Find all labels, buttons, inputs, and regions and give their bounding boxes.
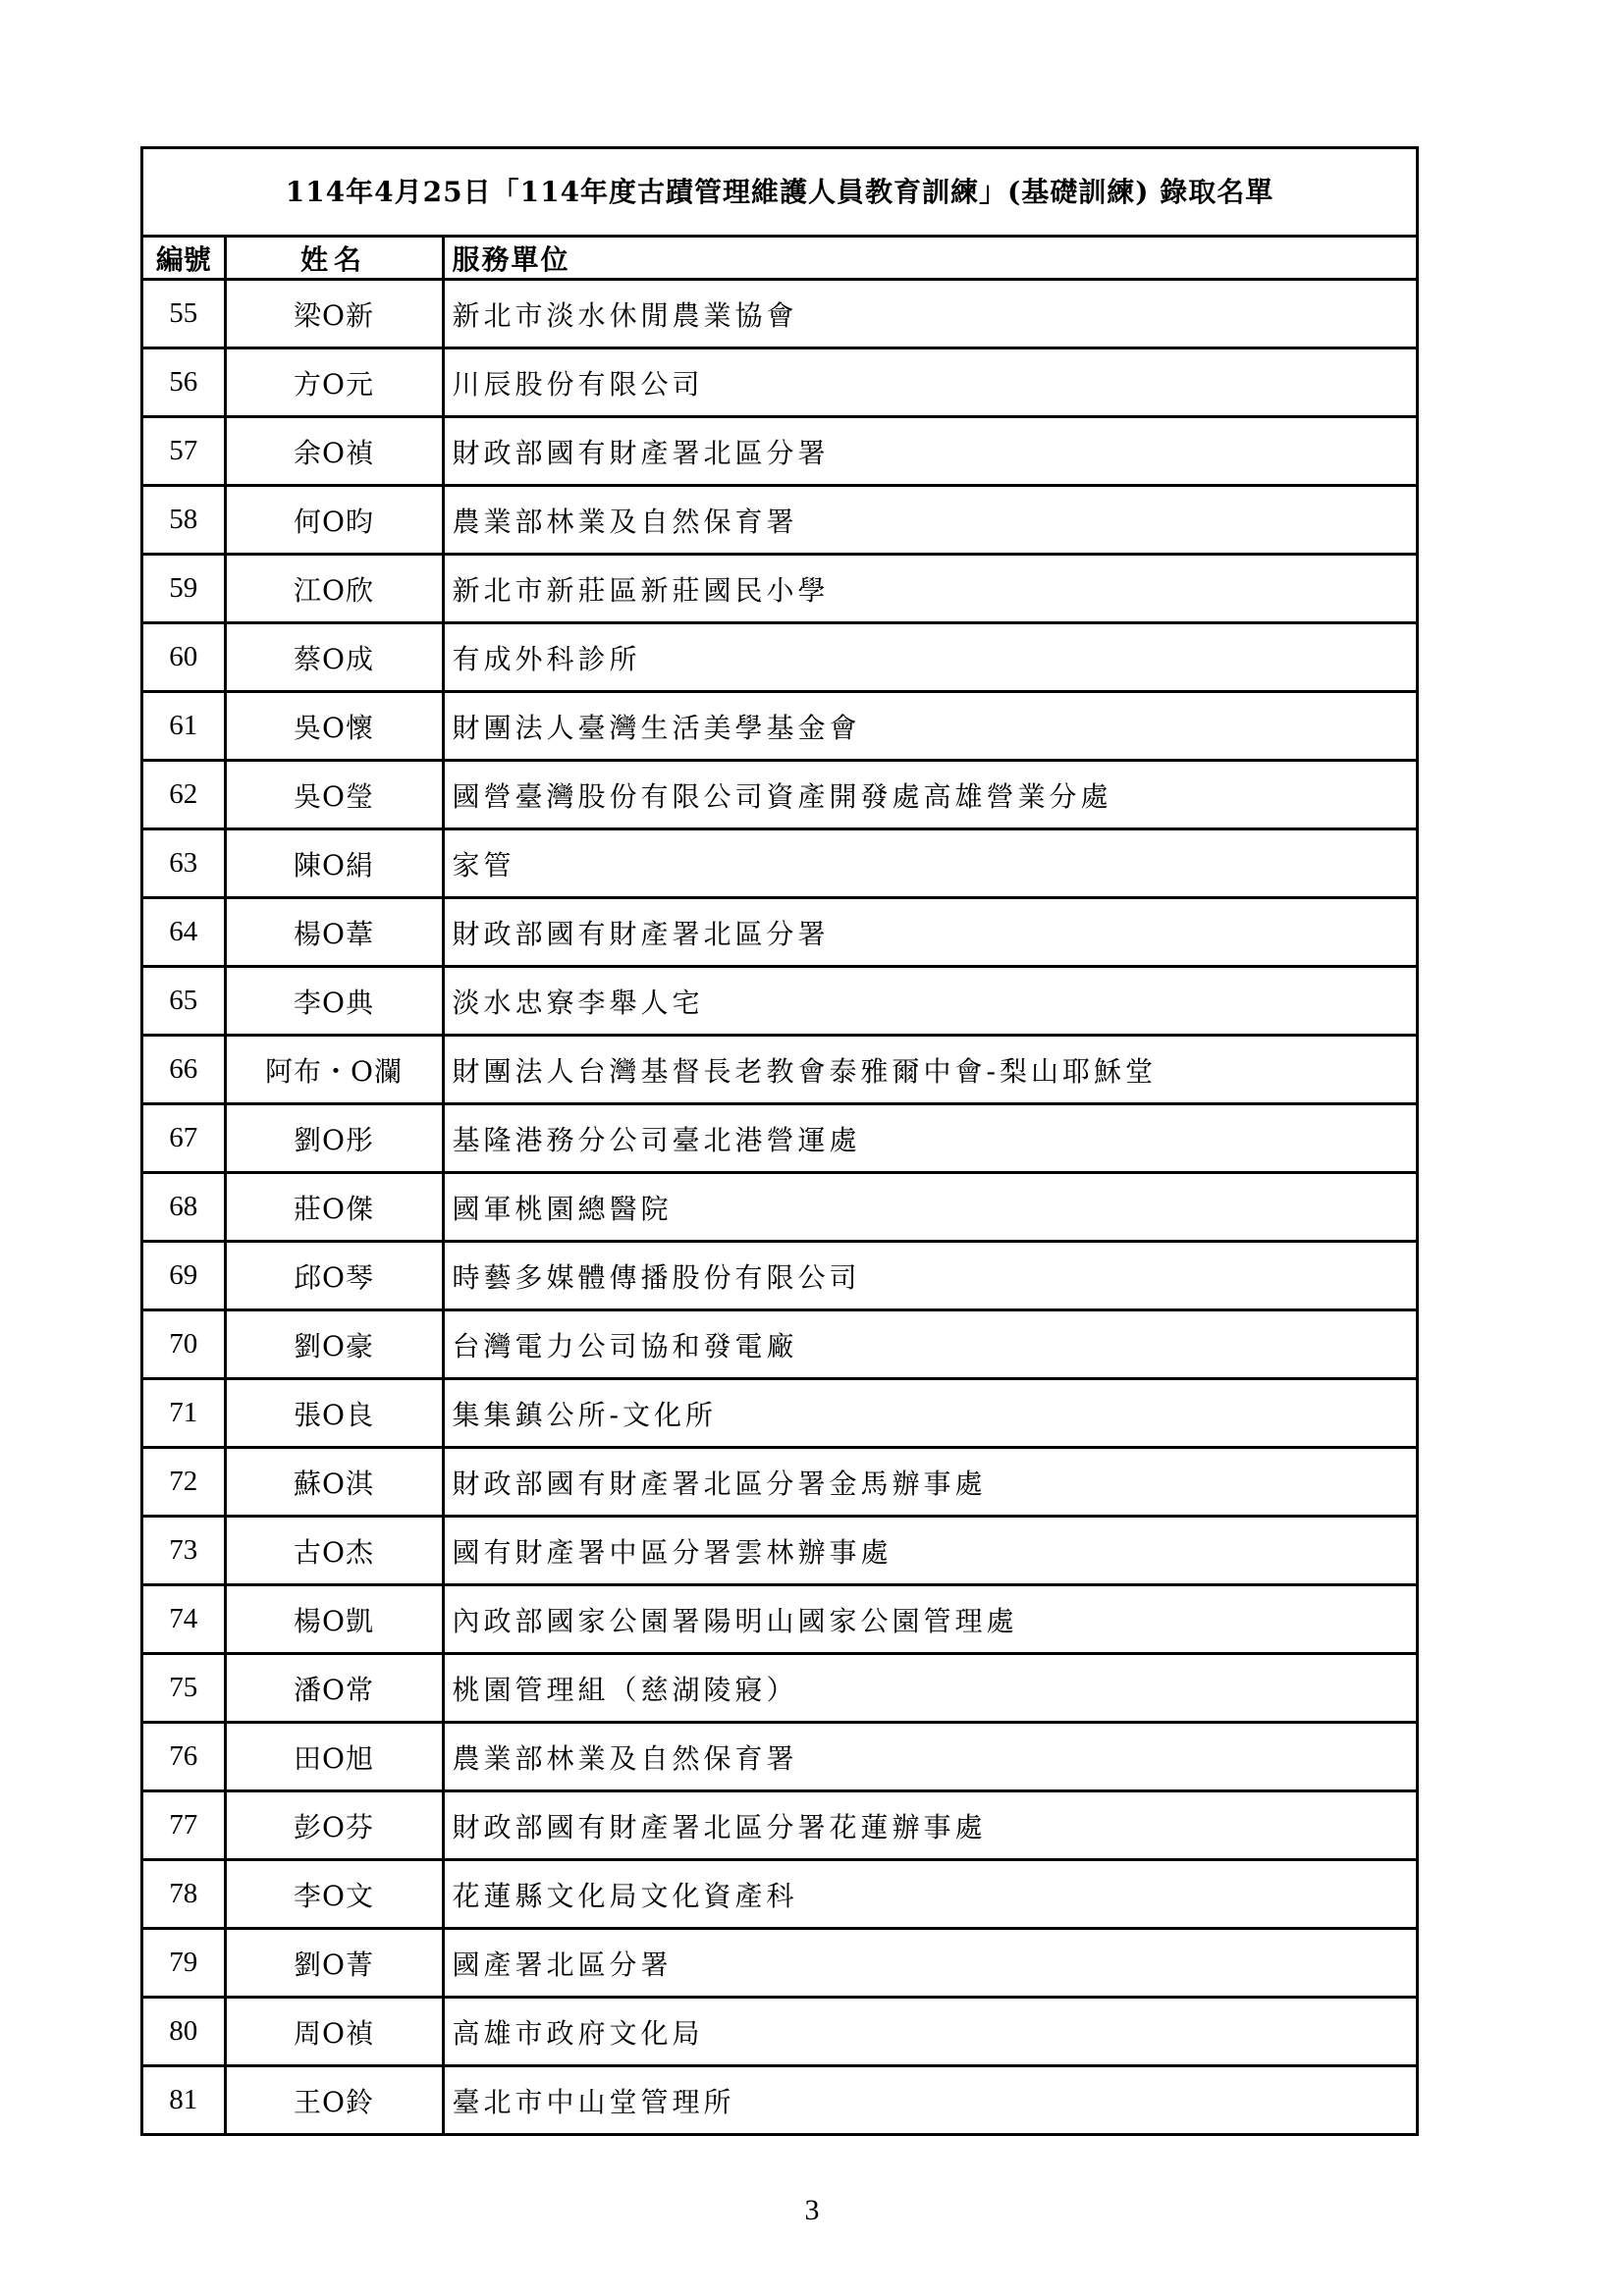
table-row bbox=[143, 761, 1416, 829]
row-number: 68 bbox=[143, 1173, 225, 1242]
row-unit: 國有財產署中區分署雲林辦事處 bbox=[443, 1517, 1416, 1585]
table-row bbox=[143, 1104, 1416, 1173]
header-number: 編號 bbox=[143, 238, 225, 280]
table-row bbox=[143, 1379, 1416, 1448]
row-unit: 農業部林業及自然保育署 bbox=[443, 486, 1416, 555]
row-unit: 內政部國家公園署陽明山國家公園管理處 bbox=[443, 1585, 1416, 1654]
row-unit: 新北市新莊區新莊國民小學 bbox=[443, 555, 1416, 623]
table-row bbox=[143, 417, 1416, 486]
table-row bbox=[143, 486, 1416, 555]
table-row bbox=[143, 1242, 1416, 1310]
row-name: 何O昀 bbox=[225, 486, 443, 555]
row-unit: 國軍桃園總醫院 bbox=[443, 1173, 1416, 1242]
row-number: 62 bbox=[143, 761, 225, 829]
row-name: 阿布・O瀾 bbox=[225, 1036, 443, 1104]
admission-table bbox=[143, 238, 1416, 2133]
row-unit: 臺北市中山堂管理所 bbox=[443, 2066, 1416, 2134]
row-number: 61 bbox=[143, 692, 225, 761]
row-unit: 財政部國有財產署北區分署花蓮辦事處 bbox=[443, 1791, 1416, 1860]
table-row bbox=[143, 829, 1416, 898]
page-number: 3 bbox=[804, 2194, 820, 2226]
row-unit: 財團法人臺灣生活美學基金會 bbox=[443, 692, 1416, 761]
row-name: 余O禎 bbox=[225, 417, 443, 486]
row-name: 方O元 bbox=[225, 348, 443, 417]
table-row bbox=[143, 692, 1416, 761]
row-number: 72 bbox=[143, 1448, 225, 1517]
row-number: 69 bbox=[143, 1242, 225, 1310]
row-number: 57 bbox=[143, 417, 225, 486]
row-unit: 高雄市政府文化局 bbox=[443, 1998, 1416, 2066]
table-row bbox=[143, 348, 1416, 417]
row-number: 81 bbox=[169, 2084, 198, 2115]
row-name: 周O禎 bbox=[225, 1998, 443, 2066]
table-row bbox=[143, 1791, 1416, 1860]
row-unit: 家管 bbox=[443, 829, 1416, 898]
table-body bbox=[143, 280, 1416, 2134]
row-unit: 國產署北區分署 bbox=[443, 1929, 1416, 1998]
row-unit: 國營臺灣股份有限公司資產開發處高雄營業分處 bbox=[443, 761, 1416, 829]
table-row bbox=[143, 1654, 1416, 1723]
row-name: 邱O琴 bbox=[225, 1242, 443, 1310]
header-unit: 服務單位 bbox=[443, 238, 1416, 280]
header-row bbox=[143, 238, 1416, 280]
row-number: 79 bbox=[143, 1929, 225, 1998]
table-row bbox=[143, 1585, 1416, 1654]
row-number: 71 bbox=[143, 1379, 225, 1448]
row-number: 70 bbox=[143, 1310, 225, 1379]
row-name: 劉O菁 bbox=[225, 1929, 443, 1998]
row-name: 吳O懷 bbox=[225, 692, 443, 761]
row-name: 陳O絹 bbox=[225, 829, 443, 898]
row-number: 63 bbox=[143, 829, 225, 898]
row-unit: 集集鎮公所-文化所 bbox=[443, 1379, 1416, 1448]
row-unit: 淡水忠寮李舉人宅 bbox=[443, 967, 1416, 1036]
row-unit: 財政部國有財產署北區分署金馬辦事處 bbox=[443, 1448, 1416, 1517]
row-name: 彭O芬 bbox=[225, 1791, 443, 1860]
table-row bbox=[143, 1448, 1416, 1517]
row-number: 74 bbox=[143, 1585, 225, 1654]
row-unit: 基隆港務分公司臺北港營運處 bbox=[443, 1104, 1416, 1173]
row-unit: 川辰股份有限公司 bbox=[443, 348, 1416, 417]
row-name: 梁O新 bbox=[225, 280, 443, 348]
row-unit: 農業部林業及自然保育署 bbox=[443, 1723, 1416, 1791]
row-number: 75 bbox=[143, 1654, 225, 1723]
row-unit: 花蓮縣文化局文化資產科 bbox=[443, 1860, 1416, 1929]
row-number: 77 bbox=[143, 1791, 225, 1860]
row-number: 58 bbox=[143, 486, 225, 555]
row-number: 76 bbox=[143, 1723, 225, 1791]
table-row bbox=[143, 967, 1416, 1036]
table-row bbox=[143, 555, 1416, 623]
row-number: 73 bbox=[143, 1517, 225, 1585]
row-name: 田O旭 bbox=[225, 1723, 443, 1791]
table-row bbox=[143, 898, 1416, 967]
row-unit: 新北市淡水休閒農業協會 bbox=[443, 280, 1416, 348]
table-row bbox=[143, 1860, 1416, 1929]
table-row bbox=[143, 623, 1416, 692]
table-row bbox=[143, 1517, 1416, 1585]
row-number: 66 bbox=[143, 1036, 225, 1104]
row-number: 78 bbox=[143, 1860, 225, 1929]
row-unit: 財團法人台灣基督長老教會泰雅爾中會-梨山耶穌堂 bbox=[443, 1036, 1416, 1104]
row-name: 李O文 bbox=[225, 1860, 443, 1929]
table-row bbox=[143, 1929, 1416, 1998]
row-number: 55 bbox=[143, 280, 225, 348]
row-name: 劉O豪 bbox=[225, 1310, 443, 1379]
row-name: 楊O凱 bbox=[225, 1585, 443, 1654]
row-unit: 財政部國有財產署北區分署 bbox=[443, 898, 1416, 967]
row-name: 江O欣 bbox=[225, 555, 443, 623]
row-unit: 桃園管理組（慈湖陵寢） bbox=[443, 1654, 1416, 1723]
row-name: 楊O葦 bbox=[225, 898, 443, 967]
table-row bbox=[143, 280, 1416, 348]
row-name: 劉O彤 bbox=[225, 1104, 443, 1173]
row-number: 65 bbox=[143, 967, 225, 1036]
row-name: 莊O傑 bbox=[225, 1173, 443, 1242]
row-unit: 時藝多媒體傳播股份有限公司 bbox=[443, 1242, 1416, 1310]
table-row bbox=[143, 1998, 1416, 2066]
row-unit: 有成外科診所 bbox=[443, 623, 1416, 692]
row-name: 蔡O成 bbox=[225, 623, 443, 692]
row-unit: 財政部國有財產署北區分署 bbox=[443, 417, 1416, 486]
row-number: 80 bbox=[143, 1998, 225, 2066]
table-row bbox=[143, 1173, 1416, 1242]
table-row bbox=[143, 1723, 1416, 1791]
document-title: 114年4月25日「114年度古蹟管理維護人員教育訓練」(基礎訓練) 錄取名單 bbox=[143, 149, 1416, 238]
row-name: 蘇O淇 bbox=[225, 1448, 443, 1517]
admission-list-sheet bbox=[140, 146, 1419, 2136]
table-row bbox=[143, 2066, 1416, 2134]
table-row bbox=[143, 1036, 1416, 1104]
row-unit: 台灣電力公司協和發電廠 bbox=[443, 1310, 1416, 1379]
row-number: 56 bbox=[143, 348, 225, 417]
row-number: 64 bbox=[143, 898, 225, 967]
row-name: 王O鈴 bbox=[225, 2066, 443, 2134]
row-number: 59 bbox=[143, 555, 225, 623]
row-number: 67 bbox=[143, 1104, 225, 1173]
row-name: 潘O常 bbox=[225, 1654, 443, 1723]
table-header bbox=[143, 238, 1416, 280]
row-name: 張O良 bbox=[225, 1379, 443, 1448]
row-name: 古O杰 bbox=[225, 1517, 443, 1585]
header-name: 姓名 bbox=[225, 238, 443, 280]
row-name: 李O典 bbox=[225, 967, 443, 1036]
row-number: 60 bbox=[143, 623, 225, 692]
row-name: 吳O瑩 bbox=[225, 761, 443, 829]
table-row bbox=[143, 1310, 1416, 1379]
